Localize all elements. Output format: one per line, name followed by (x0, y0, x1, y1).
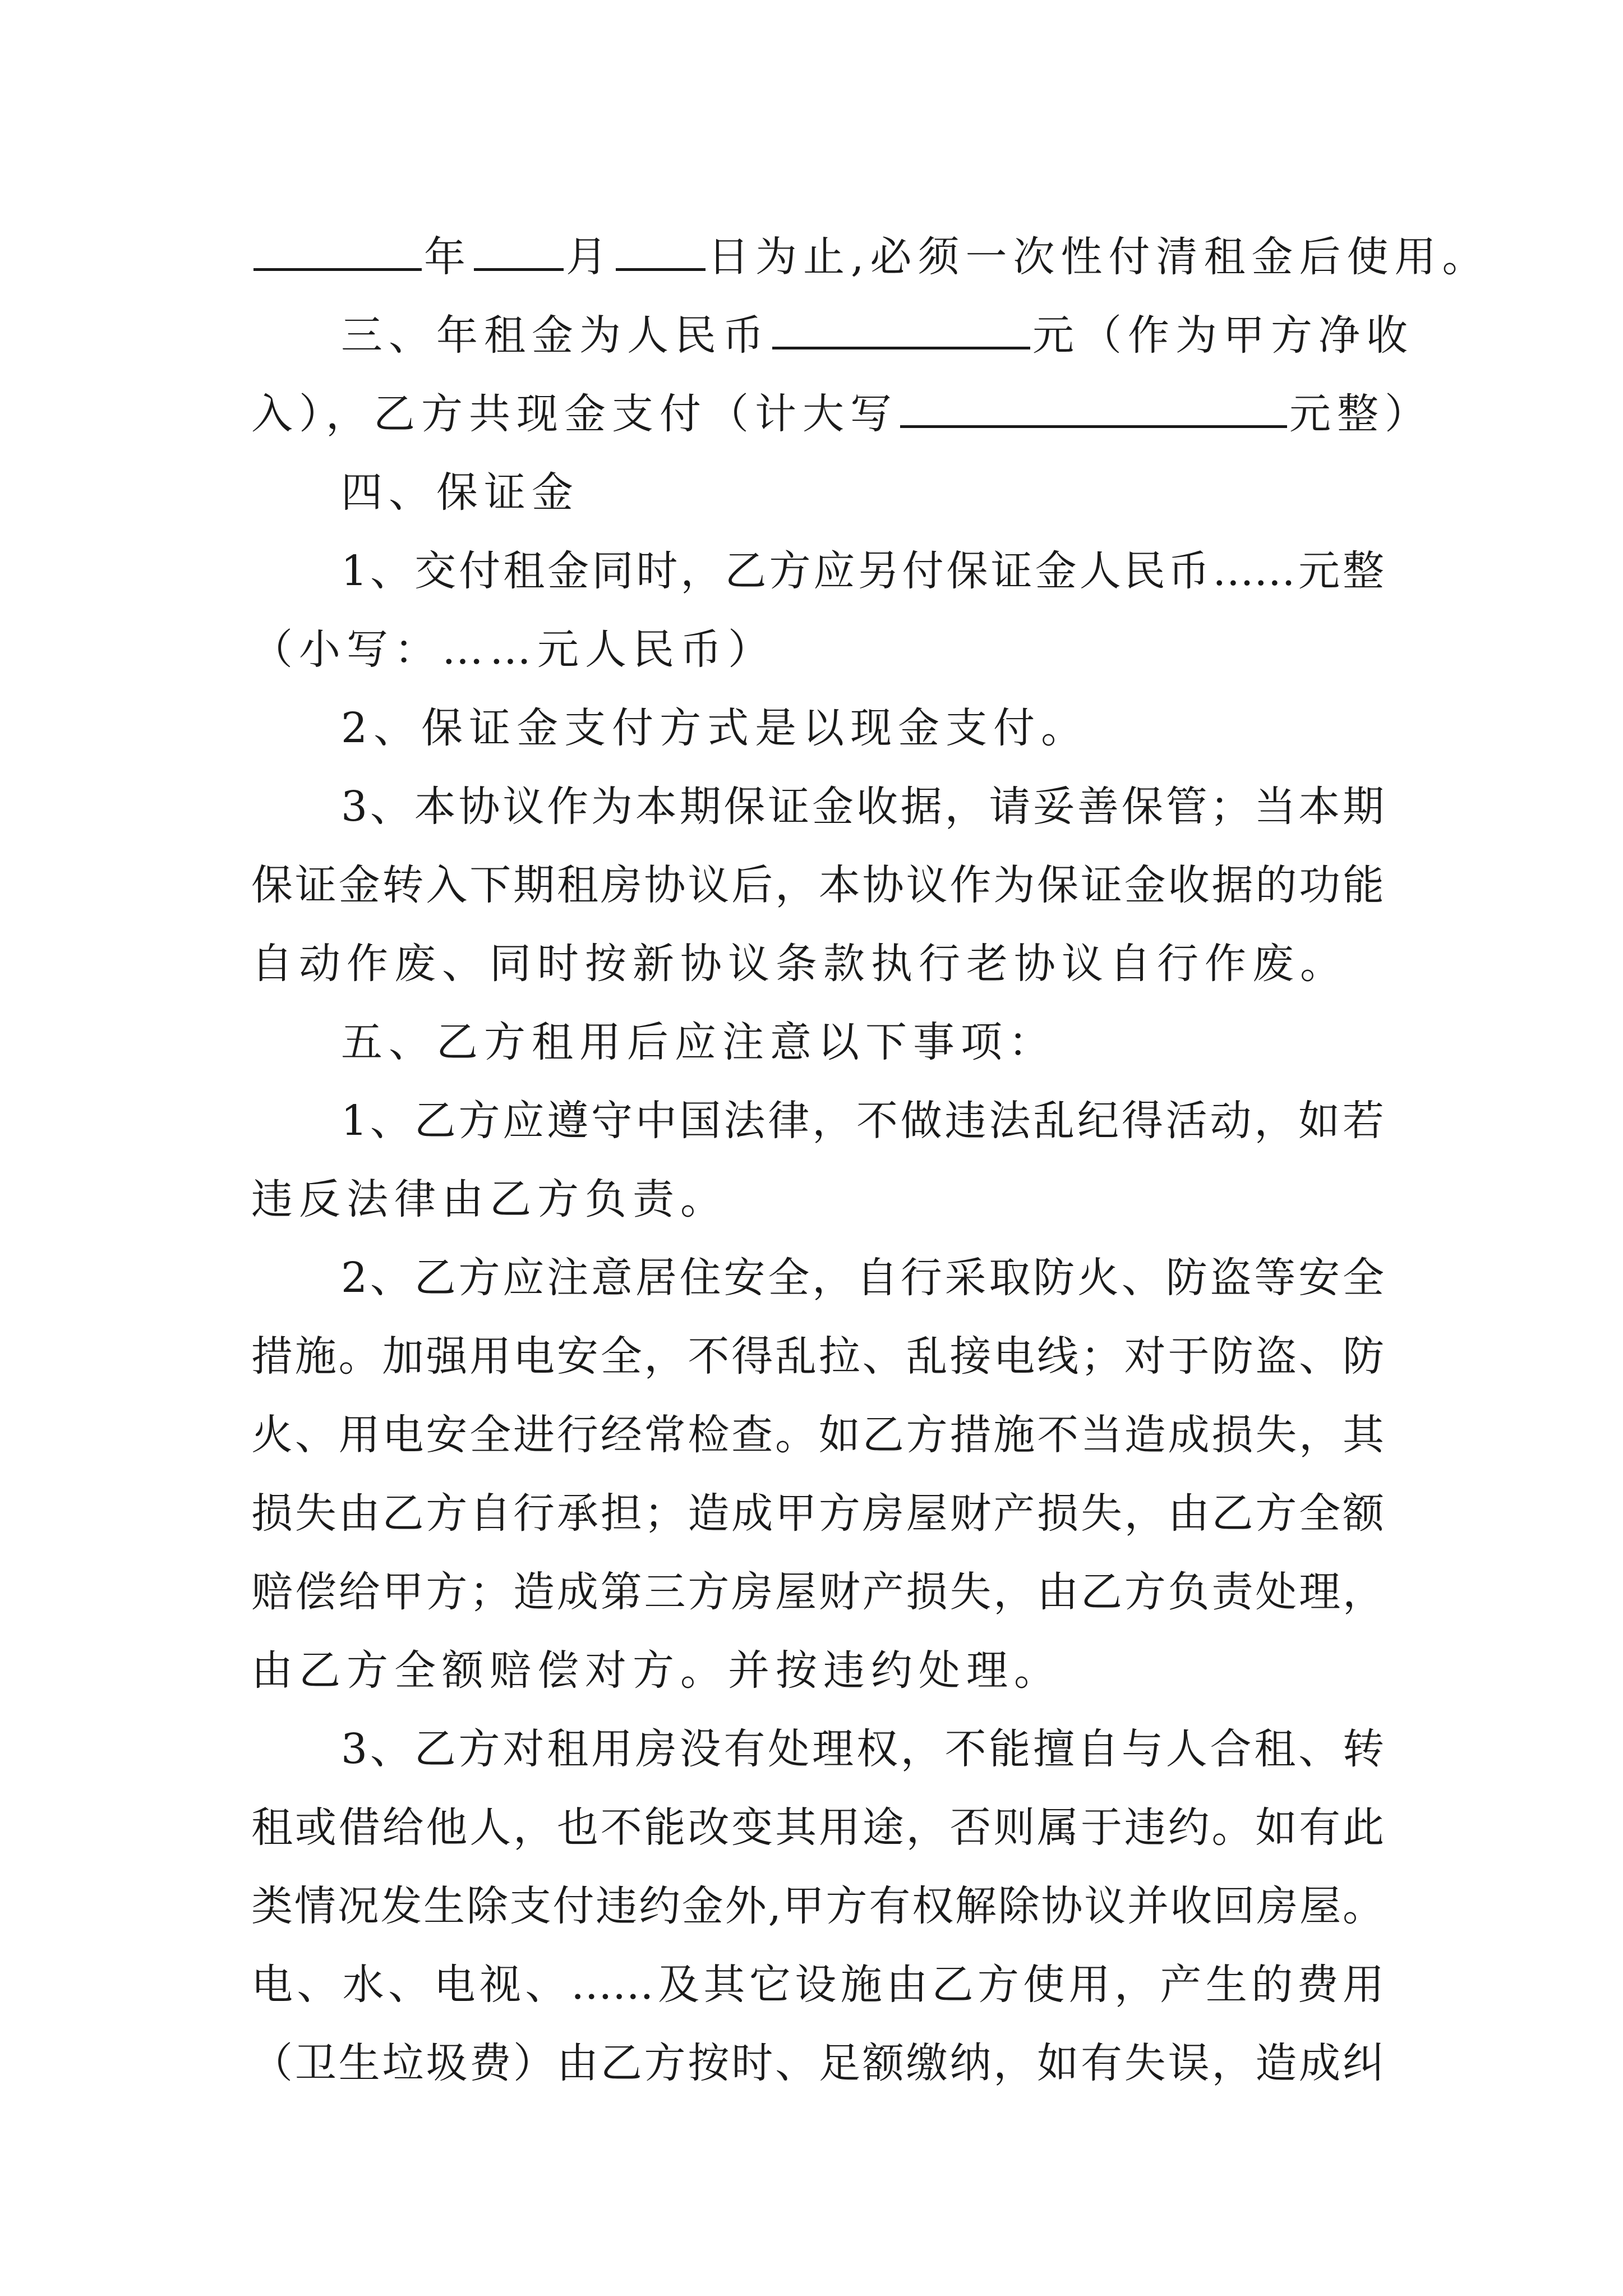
blank-field (772, 314, 1030, 349)
text-line: 3、本协议作为本期保证金收据，请妥善保管；当本期 (341, 783, 1384, 831)
text-line: 损失由乙方自行承担；造成甲方房屋财产损失，由乙方全额 (251, 1489, 1384, 1538)
text-line: 1、乙方应遵守中国法律，不做违法乱纪得活动，如若 (341, 1097, 1384, 1145)
text-line (251, 375, 1432, 453)
text-line: 租或借给他人，也不能改变其用途，否则属于违约。如有此 (251, 1803, 1384, 1852)
text-line: 类情况发生除支付违约金外,甲方有权解除协议并收回房屋。 (251, 1882, 1384, 1930)
blank-field (900, 393, 1287, 428)
text-line: 措施。加强用电安全，不得乱拉、乱接电线；对于防盗、防 (251, 1332, 1384, 1381)
text-line: 保证金转入下期租房协议后，本协议作为保证金收据的功能 (251, 861, 1384, 909)
text-span: 三、年租金为人民币 (341, 311, 770, 360)
blank-field (474, 236, 564, 271)
text-line: （小写：……元人民币） (251, 625, 776, 674)
text-line (251, 296, 1414, 375)
text-line: 自动作废、同时按新协议条款执行老协议自行作废。 (251, 940, 1348, 988)
text-span: 月 (566, 233, 614, 281)
text-line: 2、乙方应注意居住安全，自行采取防火、防盗等安全 (341, 1254, 1384, 1302)
text-line (251, 218, 1490, 296)
text-line: 火、用电安全进行经常检查。如乙方措施不当造成损失，其 (251, 1411, 1384, 1459)
text-span: 入），乙方共现金支付（计大写 (251, 390, 898, 438)
blank-field (616, 236, 706, 271)
section-heading: 五、乙方租用后应注意以下事项： (341, 1018, 1056, 1066)
text-line: 由乙方全额赔偿对方。并按违约处理。 (251, 1646, 1062, 1695)
text-span: 日为止,必须一次性付清租金后使用。 (708, 233, 1490, 281)
text-span: 元（作为甲方净收 (1032, 311, 1414, 360)
blank-field (253, 236, 422, 271)
text-line: 1、交付租金同时，乙方应另付保证金人民币……元整 (341, 547, 1384, 595)
document-page (251, 218, 1490, 2102)
text-line: 3、乙方对租用房没有处理权，不能擅自与人合租、转 (341, 1725, 1384, 1773)
text-span: 年 (424, 233, 472, 281)
text-line: （卫生垃圾费）由乙方按时、足额缴纳，如有失误，造成纠 (251, 2039, 1384, 2087)
text-line: 电、水、电视、……及其它设施由乙方使用，产生的费用 (251, 1961, 1384, 2009)
text-line: 2、保证金支付方式是以现金支付。 (341, 704, 1089, 752)
text-line: 违反法律由乙方负责。 (251, 1175, 728, 1223)
section-heading: 四、保证金 (341, 468, 579, 517)
text-line: 赔偿给甲方；造成第三方房屋财产损失，由乙方负责处理， (251, 1568, 1384, 1616)
text-span: 元整） (1289, 390, 1432, 438)
